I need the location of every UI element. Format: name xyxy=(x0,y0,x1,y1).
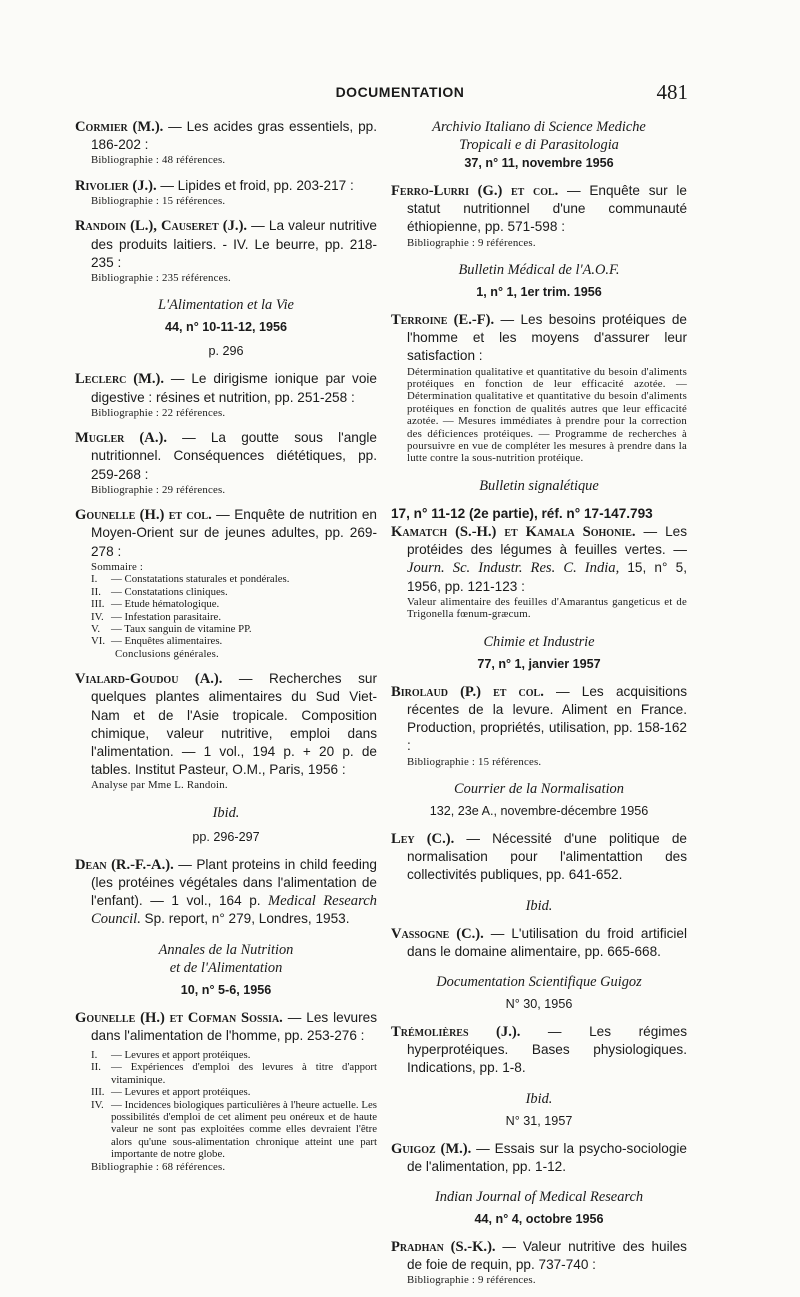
item-number: I. xyxy=(91,1048,98,1061)
entry-journal: Medical Research Council. xyxy=(91,893,377,928)
item-number: III. xyxy=(91,598,105,611)
journal-volume: 132, 23e A., novembre-décembre 1956 xyxy=(429,803,649,818)
journal-volume: 44, n° 10-11-12, 1956 xyxy=(165,320,287,335)
right-column xyxy=(391,118,687,1297)
entry-tremolieres xyxy=(391,1023,687,1078)
entry-author: Ley (C.). xyxy=(391,830,455,847)
entry-author: Vialard-Goudou (A.). xyxy=(75,671,223,688)
entry-title: — Essais sur la psycho-sociologie de l'alimentation, pp. 1-12. xyxy=(407,1140,687,1174)
entry-title: — Les protéides des légumes à feuilles vertes. — xyxy=(407,524,687,558)
entry-biblio: Bibliographie : 48 références. xyxy=(91,154,226,167)
item-number: IV. xyxy=(91,1098,104,1111)
entry-author: Rivolier (J.). xyxy=(75,177,157,194)
entry-author: Vassogne (C.). xyxy=(391,925,484,942)
journal-volume: 10, n° 5-6, 1956 xyxy=(180,982,272,997)
list-item xyxy=(91,1061,377,1086)
entry-title: — La valeur nutritive des produits laitiers. - IV. Le beurre, pp. 218-235 : xyxy=(91,218,377,270)
entry-guigoz xyxy=(391,1140,687,1176)
journal-heading xyxy=(75,296,377,360)
running-title: DOCUMENTATION xyxy=(335,84,465,100)
entry-title: — Valeur nutritive des huiles de foie de requin, pp. 737-740 : xyxy=(407,1238,687,1273)
journal-name: Archivio Italiano di Science Mediche xyxy=(432,119,646,135)
entry-leclerc xyxy=(75,370,377,419)
page-number: 481 xyxy=(656,80,688,104)
item-text: — Infestation parasitaire. xyxy=(111,610,222,623)
entry-rivolier xyxy=(75,177,377,208)
list-item xyxy=(91,586,377,598)
entry-author: Dean (R.-F.-A.). xyxy=(75,856,174,873)
journal-heading xyxy=(391,897,687,915)
sommaire-list xyxy=(75,573,377,647)
entry-journal: Journ. Sc. Industr. Res. C. India, xyxy=(407,560,620,577)
summary-list xyxy=(75,1049,377,1161)
list-item xyxy=(91,623,377,635)
entry-title: — Les acquisitions récentes de la levure. Aliment en France. Production, propriétés, utilisation, pp. 158-162 : xyxy=(407,683,687,754)
journal-heading xyxy=(391,1090,687,1130)
entry-author: Leclerc (M.). xyxy=(75,371,164,388)
entry-pradhan xyxy=(391,1238,687,1287)
item-text: — Levures et apport protéiques. xyxy=(111,1048,251,1061)
item-text: — Constatations cliniques. xyxy=(111,585,228,598)
item-text: — Etude hématologique. xyxy=(111,598,220,611)
item-text: — Expériences d'emploi des levures à titre d'apport vitaminique. xyxy=(111,1061,377,1086)
journal-volume: N° 31, 1957 xyxy=(505,1113,573,1128)
entry-title: — Lipides et froid, pp. 203-217 : xyxy=(160,177,354,193)
item-number: VI. xyxy=(91,635,106,648)
journal-volume: N° 30, 1956 xyxy=(505,996,573,1011)
item-number: V. xyxy=(91,622,101,635)
journal-heading xyxy=(391,1188,687,1228)
entry-author: Guigoz (M.). xyxy=(391,1140,472,1157)
list-item xyxy=(91,1049,377,1061)
entry-mugler xyxy=(75,429,377,496)
sommaire-conclusion: Conclusions générales. xyxy=(115,647,219,660)
entry-title: — Enquête de nutrition en Moyen-Orient sur de jeunes adultes, pp. 269-278 : xyxy=(91,507,377,559)
entry-title: — Le dirigisme ionique par voie digestive : résines et nutrition, pp. 251-258 : xyxy=(91,371,377,405)
entry-title: — Les régimes hyperprotéiques. Bases physiologiques. Indications, pp. 1-8. xyxy=(407,1023,687,1076)
entry-analysis: Analyse par Mme L. Randoin. xyxy=(91,779,228,792)
entry-title: — L'utilisation du froid artificiel dans le domaine alimentaire, pp. 665-668. xyxy=(407,925,687,959)
item-text: — Taux sanguin de vitamine PP. xyxy=(111,622,252,635)
entry-title: — Recherches sur quelques plantes alimentaires du Sud Viet-Nam et de l'Asie tropicale. Composition chimique, valeur nutritive, emploi dans l'alimentation. — 1 vol., 194 p. + 20 p. de tables. Institut Pasteur, O.M., Paris, 1956 : xyxy=(91,671,377,778)
list-item xyxy=(91,611,377,623)
journal-name: Ibid. xyxy=(212,804,240,821)
list-item xyxy=(91,1086,377,1098)
entry-title: — Les levures dans l'alimentation de l'homme, pp. 253-276 : xyxy=(91,1009,377,1043)
entry-biblio: Bibliographie : 22 références. xyxy=(91,406,226,419)
journal-name-line2: Tropicali e di Parasitologia xyxy=(459,137,619,153)
item-text: — Enquêtes alimentaires. xyxy=(111,635,223,648)
entry-terroine xyxy=(391,311,687,465)
journal-name: Bulletin Médical de l'A.O.F. xyxy=(458,262,620,279)
entry-gounelle-moyen-orient xyxy=(75,506,377,660)
item-number: II. xyxy=(91,1061,101,1074)
item-number: I. xyxy=(91,573,98,586)
journal-name: L'Alimentation et la Vie xyxy=(158,297,294,314)
entry-ref: 15, n° 5, 1956, pp. 121-123 : xyxy=(407,560,687,594)
entry-reference: 17, n° 11-12 (2e partie), réf. n° 17-147.793 xyxy=(391,505,653,521)
list-item xyxy=(91,635,377,647)
list-item xyxy=(91,573,377,585)
entry-biblio: Bibliographie : 235 références. xyxy=(91,272,231,285)
journal-name: Ibid. xyxy=(525,897,553,914)
entry-author: Trémolières (J.). xyxy=(391,1023,521,1040)
journal-name: Courrier de la Normalisation xyxy=(454,780,624,797)
entry-abstract: Valeur alimentaire des feuilles d'Amarantus gangeticus et de Trigonella fœnum-græcum. xyxy=(407,595,687,621)
journal-page: p. 296 xyxy=(208,344,244,359)
journal-heading xyxy=(391,780,687,820)
entry-vassogne xyxy=(391,925,687,961)
journal-volume: 1, n° 1, 1er trim. 1956 xyxy=(476,285,602,300)
journal-heading xyxy=(391,973,687,1013)
entry-author: Birolaud (P.) et col. xyxy=(391,683,544,700)
entry-biblio: Bibliographie : 29 références. xyxy=(91,483,226,496)
journal-name: Ibid. xyxy=(525,1090,553,1107)
journal-name: Documentation Scientifique Guigoz xyxy=(436,973,642,990)
entry-dean xyxy=(75,856,377,929)
entry-author: Pradhan (S.-K.). xyxy=(391,1238,496,1255)
journal-name: Annales de la Nutrition xyxy=(158,941,294,958)
journal-page: pp. 296-297 xyxy=(192,829,260,844)
entry-biblio: Bibliographie : 9 références. xyxy=(407,1274,536,1287)
entry-abstract: Détermination qualitative et quantitative du besoin d'aliments protéiques en fonction de leur efficacité azotée. — Détermination qualitative et quantitative du besoin d'aliments protéiques en fonction de qualités autres que leur efficacité azotée. — Mesures immédiates à prendre pour la correction des déficiences protéiques. — Programme de recherches à poursuivre en vue de compléter les mesures à prendre dans la lutte contre la sous-nutrition protéique. xyxy=(407,365,687,465)
journal-heading xyxy=(391,477,687,495)
entry-biblio: Bibliographie : 15 références. xyxy=(91,195,226,208)
journal-heading xyxy=(391,633,687,673)
entry-title: — Plant proteins in child feeding (les protéines végétales dans l'alimentation de l'enfant). — 1 vol., 164 p. xyxy=(91,856,377,909)
journal-volume: 37, n° 11, novembre 1956 xyxy=(464,156,614,170)
entry-ferro-lurri xyxy=(391,182,687,249)
entry-biblio: Bibliographie : 15 références. xyxy=(407,755,542,768)
journal-name: Indian Journal of Medical Research xyxy=(434,1188,644,1205)
item-number: III. xyxy=(91,1086,105,1099)
journal-volume: 44, n° 4, octobre 1956 xyxy=(474,1211,604,1226)
entry-title: — Enquête sur le statut nutritionnel d'une communauté éthiopienne, pp. 571-598 : xyxy=(407,183,687,235)
entry-cormier xyxy=(75,118,377,167)
sommaire-label: Sommaire : xyxy=(91,560,144,573)
entry-author: Gounelle (H.) et col. xyxy=(75,507,212,524)
entry-vialard-goudou xyxy=(75,670,377,792)
journal-heading xyxy=(391,118,687,172)
entry-title: — Nécessité d'une politique de normalisation pour l'alimentattion des collectivités publiques, pp. 641-652. xyxy=(407,830,687,883)
journal-heading xyxy=(75,941,377,999)
entry-author: Gounelle (H.) et Cofman Sossia. xyxy=(75,1009,283,1026)
entry-gounelle-levures xyxy=(75,1009,377,1173)
entry-author: Ferro-Lurri (G.) et col. xyxy=(391,183,559,199)
journal-volume: 77, n° 1, janvier 1957 xyxy=(477,656,601,671)
entry-title: — Les besoins protéiques de l'homme et les moyens d'assurer leur satisfaction : xyxy=(407,312,687,364)
list-item xyxy=(91,1099,377,1161)
item-number: II. xyxy=(91,585,101,598)
item-text: — Incidences biologiques particulières à l'heure actuelle. Les possibilités d'emploi de cet aliment peu onéreux et de haute valeur ne sont pas exploitées comme elles devraient l'être alors qu'une sous-alimentation chronique atteint une part importante de notre globe. xyxy=(111,1098,377,1161)
journal-name: Bulletin signalétique xyxy=(479,477,599,494)
entry-author: Randoin (L.), Causeret (J.). xyxy=(75,218,248,235)
entry-kamatch xyxy=(391,505,687,621)
entry-author: Cormier (M.). xyxy=(75,119,164,135)
left-column xyxy=(75,118,377,1183)
entry-ley xyxy=(391,830,687,885)
journal-name-line2: et de l'Alimentation xyxy=(169,959,283,976)
journal-name: Chimie et Industrie xyxy=(483,633,595,650)
item-text: — Constatations staturales et pondérales. xyxy=(111,573,290,586)
entry-author: Kamatch (S.-H.) et Kamala Sohonie. xyxy=(391,524,636,541)
item-text: — Levures et apport protéiques. xyxy=(111,1086,251,1099)
list-item xyxy=(91,598,377,610)
entry-title: — Les acides gras essentiels, pp. 186-202 : xyxy=(91,119,377,153)
item-number: IV. xyxy=(91,610,104,623)
entry-ref: Sp. report, n° 279, Londres, 1953. xyxy=(144,911,350,927)
entry-randoin xyxy=(75,217,377,284)
entry-birolaud xyxy=(391,683,687,768)
page-header xyxy=(0,80,800,106)
journal-heading xyxy=(75,804,377,846)
entry-author: Mugler (A.). xyxy=(75,430,167,447)
entry-biblio: Bibliographie : 68 références. xyxy=(91,1160,226,1173)
entry-biblio: Bibliographie : 9 références. xyxy=(407,236,536,249)
journal-heading xyxy=(391,261,687,301)
entry-author: Terroine (E.-F). xyxy=(391,312,495,329)
entry-title: — La goutte sous l'angle nutritionnel. Conséquences diététiques, pp. 259-268 : xyxy=(91,430,377,482)
